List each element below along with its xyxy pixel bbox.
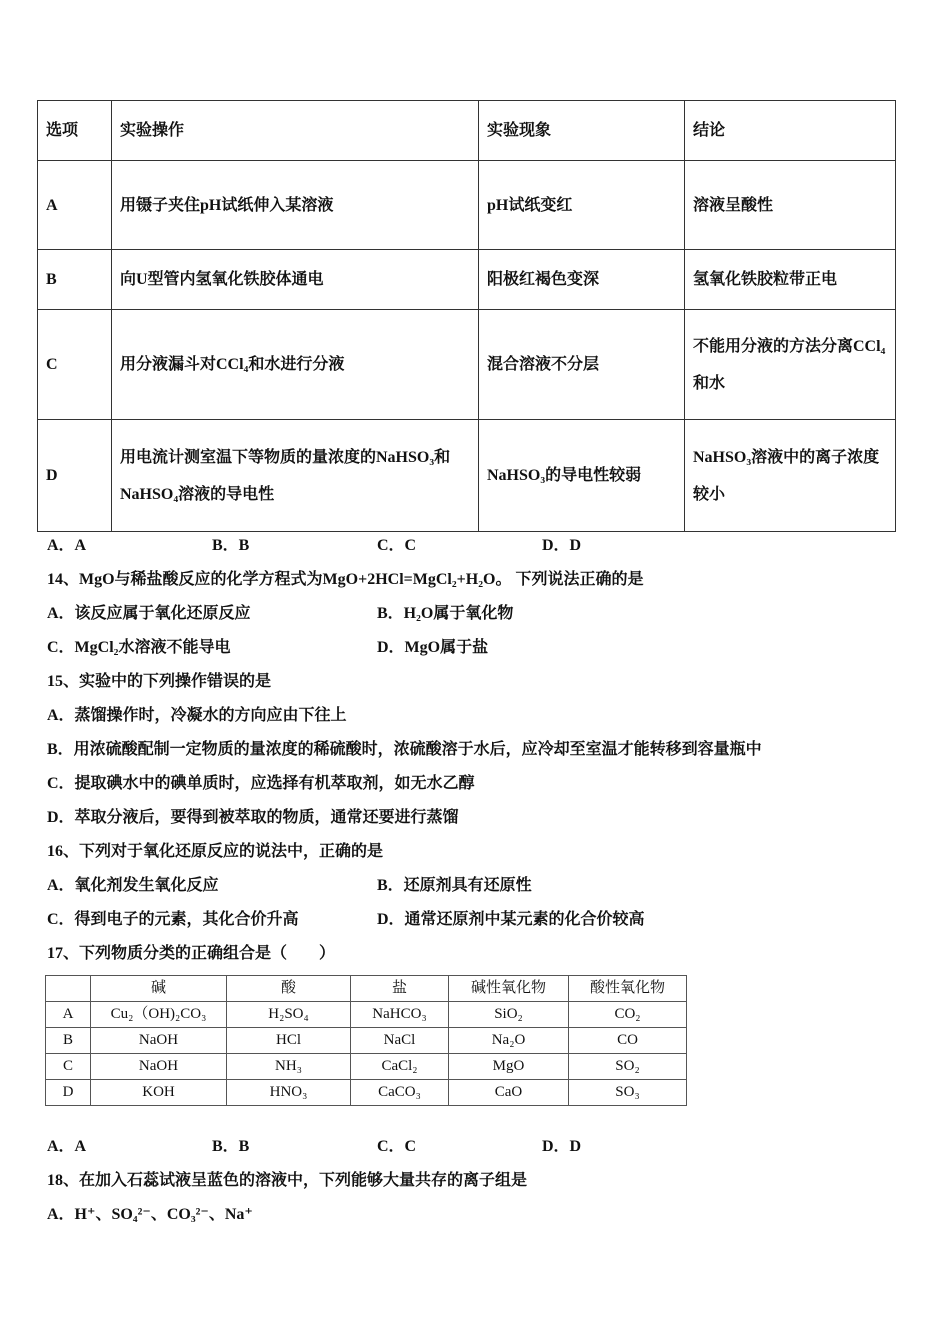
cell: B [38,250,112,310]
cell: Na₂O [449,1028,569,1054]
option: A．H⁺、SO₄²⁻、CO₃²⁻、Na⁺ [47,1206,253,1223]
cell: 氢氧化铁胶粒带正电 [685,250,896,310]
option: D．D [542,537,582,554]
cell: H₂SO₄ [227,1002,351,1028]
option: A．蒸馏操作时，冷凝水的方向应由下往上 [47,707,347,724]
option: C．得到电子的元素，其化合价升高 [47,911,299,928]
option: C．C [377,537,417,554]
cell: NaHSO₃溶液中的离子浓度较小 [685,420,896,532]
cell: CaCO₃ [351,1080,449,1106]
table-row [46,1002,687,1028]
header-cell: 碱性氧化物 [449,976,569,1002]
option: D．MgO属于盐 [377,639,489,656]
cell: 溶液呈酸性 [685,161,896,250]
option: A．A [47,537,87,554]
header-cell: 实验现象 [479,101,685,161]
cell: CO [569,1028,687,1054]
table-row [38,161,896,250]
cell: NaHSO₃的导电性较弱 [479,420,685,532]
cell: A [46,1002,91,1028]
header-cell: 酸性氧化物 [569,976,687,1002]
option: B．还原剂具有还原性 [377,877,532,894]
cell: 不能用分液的方法分离CCl₄和水 [685,310,896,420]
header-cell [46,976,91,1002]
header-cell: 结论 [685,101,896,161]
cell: C [38,310,112,420]
option: C．提取碘水中的碘单质时，应选择有机萃取剂，如无水乙醇 [47,775,475,792]
cell: NH₃ [227,1054,351,1080]
experiment-table [37,100,896,532]
cell: CaCl₂ [351,1054,449,1080]
header-cell: 酸 [227,976,351,1002]
table-row [38,420,896,532]
option: C．MgCl₂水溶液不能导电 [47,639,231,656]
option: D．D [542,1138,582,1155]
cell: Cu₂（OH)₂CO₃ [91,1002,227,1028]
table-row [38,310,896,420]
cell: HCl [227,1028,351,1054]
option: B．B [212,1138,250,1155]
option: B．H₂O属于氧化物 [377,605,514,622]
cell: NaOH [91,1054,227,1080]
header-cell: 选项 [38,101,112,161]
classification-table [45,975,687,1106]
cell: B [46,1028,91,1054]
cell: 向U型管内氢氧化铁胶体通电 [112,250,479,310]
cell: SO₂ [569,1054,687,1080]
cell: 用电流计测室温下等物质的量浓度的NaHSO₃和NaHSO₄溶液的导电性 [112,420,479,532]
cell: 阳极红褐色变深 [479,250,685,310]
question-stem: 14、MgO与稀盐酸反应的化学方程式为MgO+2HCl=MgCl₂+H₂O。 下列说法正确的是 [47,571,644,588]
option: B．用浓硫酸配制一定物质的量浓度的稀硫酸时，浓硫酸溶于水后，应冷却至室温才能转移到容量瓶中 [47,741,762,758]
cell: 用分液漏斗对CCl₄和水进行分液 [112,310,479,420]
cell: A [38,161,112,250]
cell: MgO [449,1054,569,1080]
table-row [46,1080,687,1106]
question-stem: 17、下列物质分类的正确组合是（ ） [47,945,336,962]
question-stem: 15、实验中的下列操作错误的是 [47,673,272,690]
option: A．该反应属于氧化还原反应 [47,605,251,622]
cell: C [46,1054,91,1080]
cell: SiO₂ [449,1002,569,1028]
cell: SO₃ [569,1080,687,1106]
option: D．萃取分液后，要得到被萃取的物质，通常还要进行蒸馏 [47,809,459,826]
cell: NaHCO₃ [351,1002,449,1028]
cell: D [46,1080,91,1106]
question-stem: 16、下列对于氧化还原反应的说法中，正确的是 [47,843,384,860]
option: A．A [47,1138,87,1155]
table-row [46,1028,687,1054]
cell: pH试纸变红 [479,161,685,250]
cell: KOH [91,1080,227,1106]
cell: 混合溶液不分层 [479,310,685,420]
table-row [38,250,896,310]
header-cell: 盐 [351,976,449,1002]
option: A．氧化剂发生氧化反应 [47,877,219,894]
option: D．通常还原剂中某元素的化合价较高 [377,911,645,928]
cell: CO₂ [569,1002,687,1028]
cell: CaO [449,1080,569,1106]
cell: D [38,420,112,532]
cell: 用镊子夹住pH试纸伸入某溶液 [112,161,479,250]
question-stem: 18、在加入石蕊试液呈蓝色的溶液中，下列能够大量共存的离子组是 [47,1172,528,1189]
option: C．C [377,1138,417,1155]
table-row [46,1054,687,1080]
cell: NaOH [91,1028,227,1054]
cell: HNO₃ [227,1080,351,1106]
cell: NaCl [351,1028,449,1054]
option: B．B [212,537,250,554]
header-cell: 实验操作 [112,101,479,161]
header-cell: 碱 [91,976,227,1002]
